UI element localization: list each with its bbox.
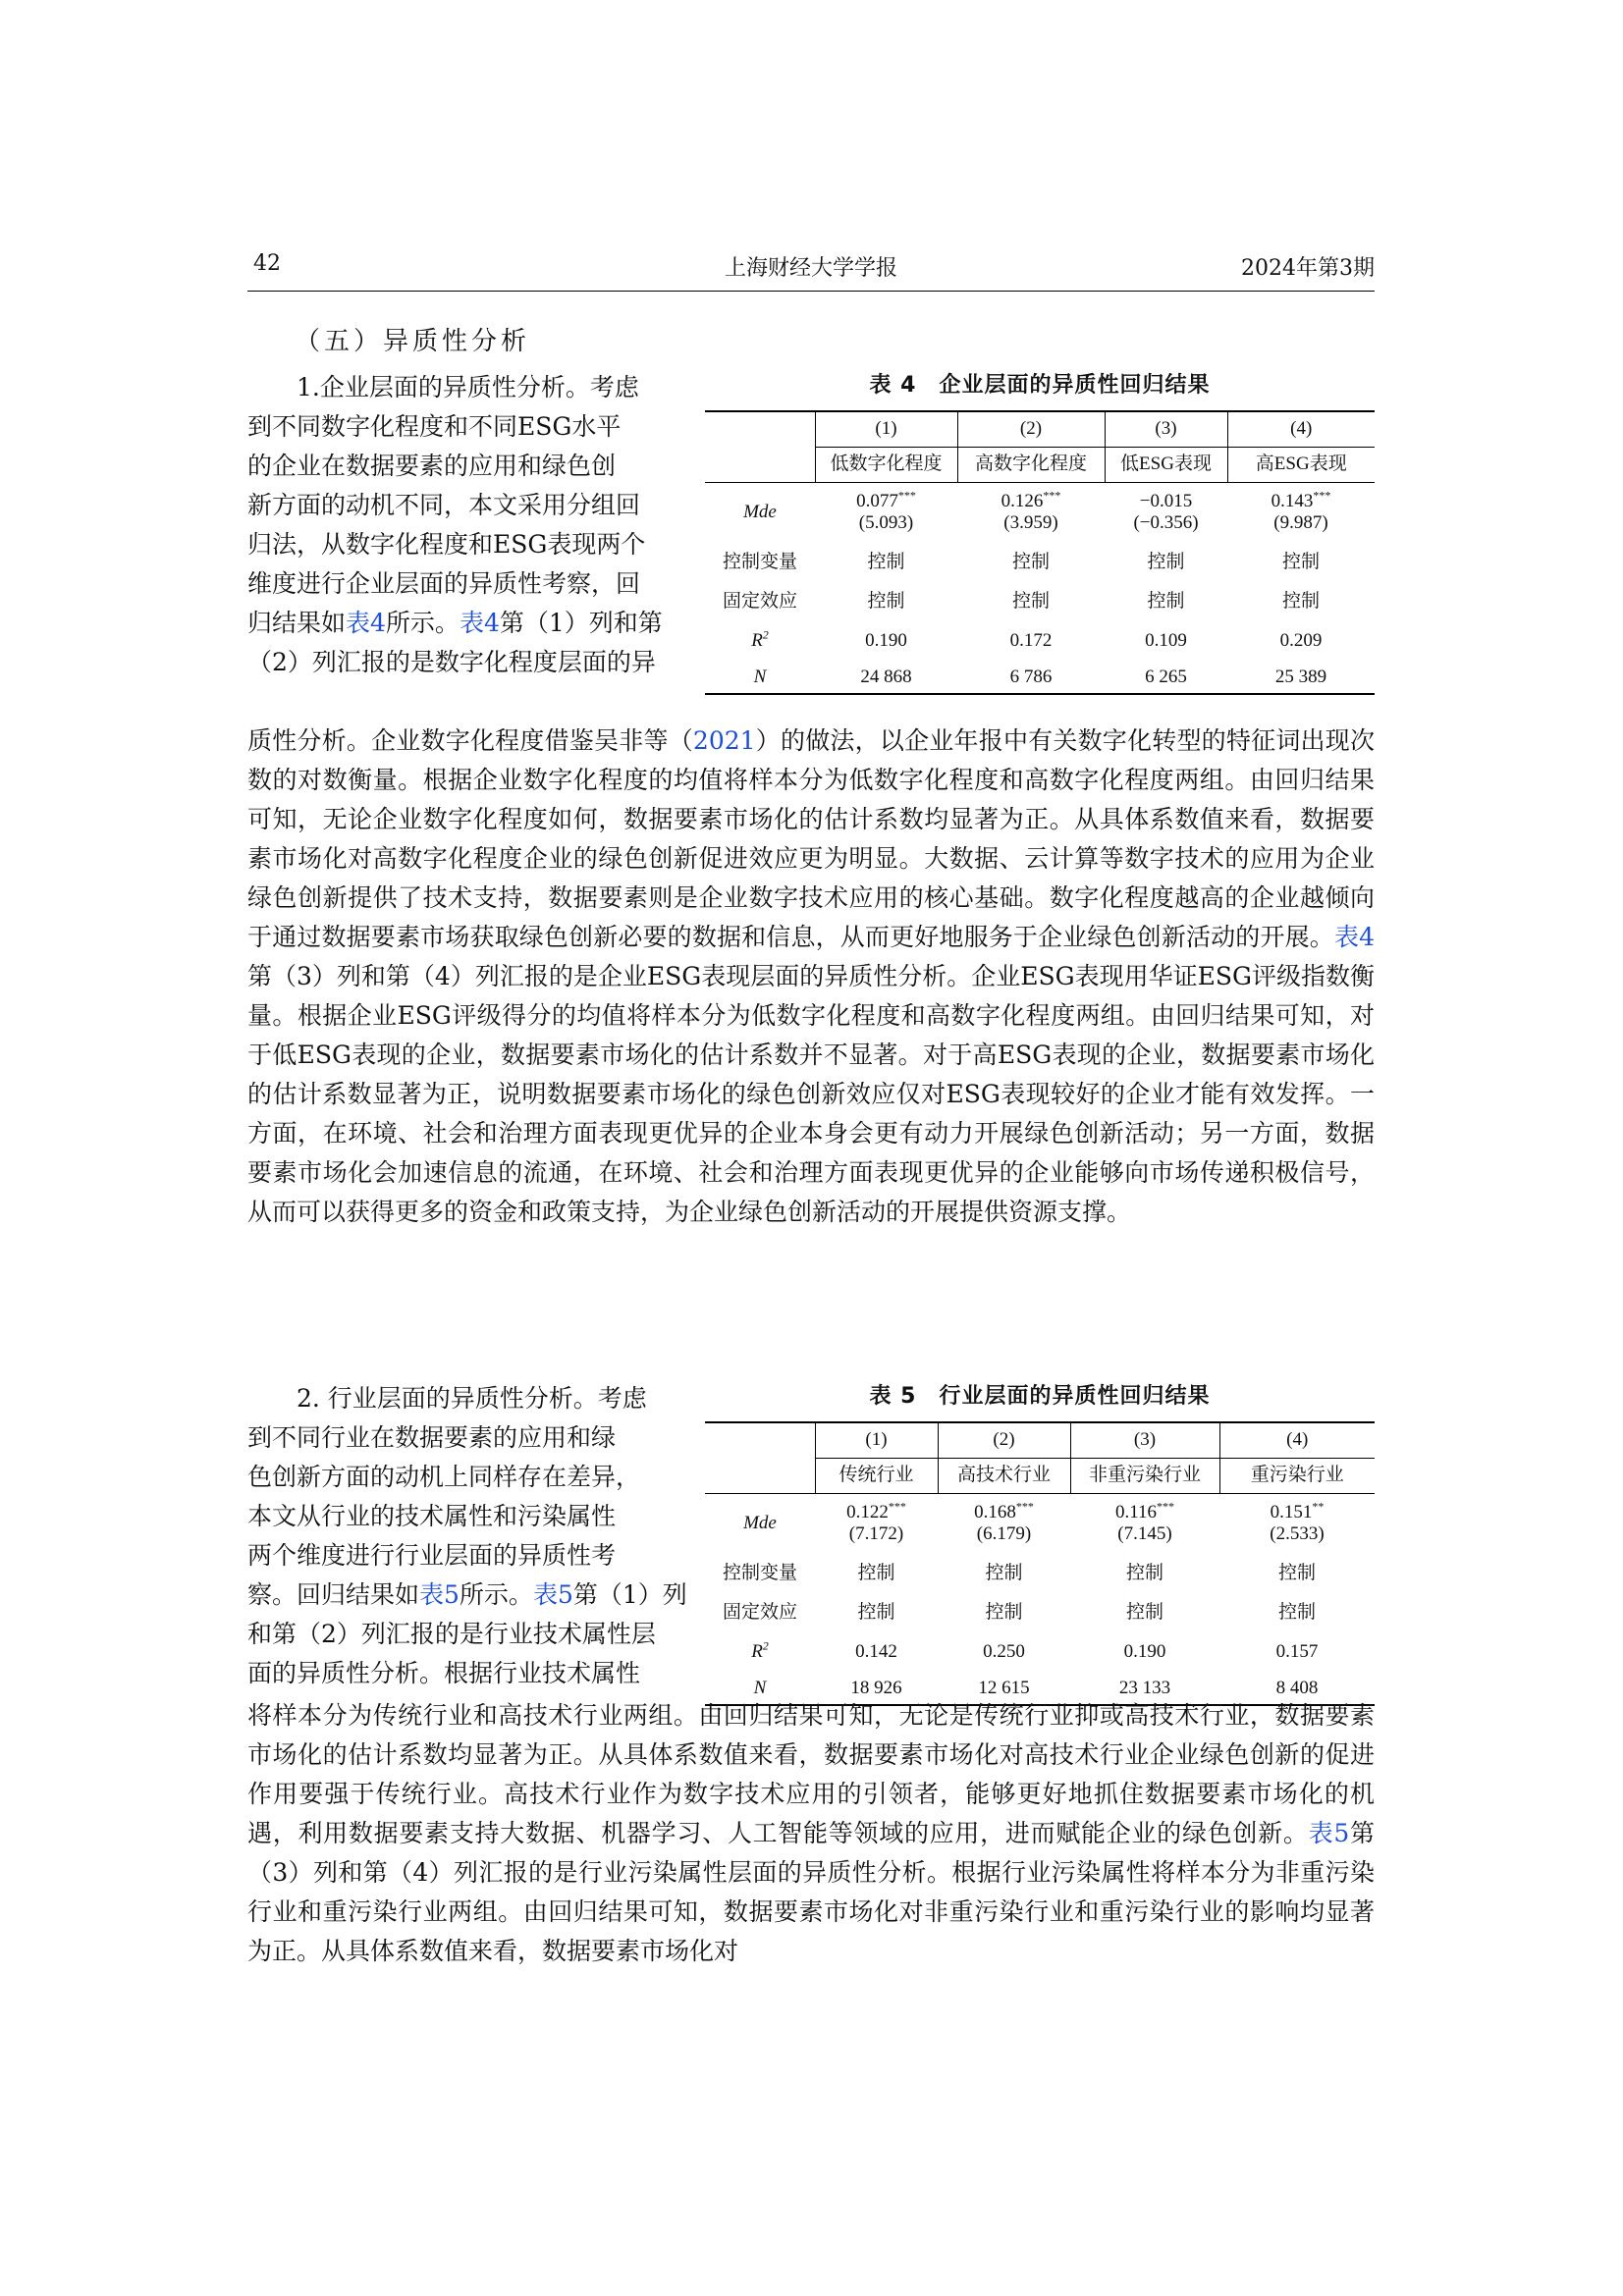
para1-line-7: 归结果如表4所示。表4第（1）列和第 xyxy=(247,609,663,637)
table5-col-num: (1) xyxy=(815,1422,938,1458)
table5-link[interactable]: 表5 xyxy=(1308,1819,1350,1847)
para2-line-5: 两个维度进行行业层面的异质性考 xyxy=(247,1541,617,1570)
section-title: （五）异质性分析 xyxy=(295,327,531,356)
para2-line-4: 本文从行业的技术属性和污染属性 xyxy=(247,1502,617,1530)
table5-row-r2: $R^2$ 0.142 0.250 0.190 0.157 xyxy=(705,1632,1375,1672)
citation-link[interactable]: 2021 xyxy=(692,726,756,755)
row-label: N xyxy=(705,1672,815,1705)
table5-link[interactable]: 表5 xyxy=(419,1580,460,1609)
row-label: N xyxy=(705,661,815,694)
table4-link[interactable]: 表4 xyxy=(346,609,386,637)
table5 xyxy=(705,1421,1375,1706)
para1-line-3: 的企业在数据要素的应用和绿色创 xyxy=(247,452,617,480)
para2-line-2: 到不同行业在数据要素的应用和绿 xyxy=(247,1423,617,1452)
para1-line-2: 到不同数字化程度和不同ESG水平 xyxy=(247,412,622,441)
para1-left-column xyxy=(247,368,691,682)
table4-caption: 表 4 企业层面的异质性回归结果 xyxy=(869,373,1211,398)
table5-caption: 表 5 行业层面的异质性回归结果 xyxy=(869,1384,1211,1409)
journal-title: 上海财经大学学报 xyxy=(724,256,897,281)
para1-line-4: 新方面的动机不同，本文采用分组回 xyxy=(247,491,641,519)
issue-label: 2024年第3期 xyxy=(1241,256,1375,281)
table4-col-header: 低ESG表现 xyxy=(1105,447,1227,482)
para2-line-8: 面的异质性分析。根据行业技术属性 xyxy=(247,1659,641,1687)
table4-col-num: (3) xyxy=(1105,411,1227,447)
table4-col-header: 高ESG表现 xyxy=(1227,447,1375,482)
para1-line-1: 1.企业层面的异质性分析。考虑 xyxy=(297,373,639,401)
para2-line-7: 和第（2）列汇报的是行业技术属性层 xyxy=(247,1620,656,1648)
para2-line-6: 察。回归结果如表5所示。表5第（1）列 xyxy=(247,1580,687,1609)
table5-col-num: (4) xyxy=(1219,1422,1375,1458)
table5-col-header: 高技术行业 xyxy=(938,1458,1070,1493)
table5-row-control: 控制变量 控制 控制 控制 控制 xyxy=(705,1554,1375,1593)
table4-row-r2: $R^2$ 0.190 0.172 0.109 0.209 xyxy=(705,621,1375,661)
table4-col-header: 高数字化程度 xyxy=(957,447,1105,482)
row-label: 固定效应 xyxy=(722,1602,797,1623)
para2-left-column xyxy=(247,1379,691,1693)
para1-body: 质性分析。企业数字化程度借鉴吴非等（2021）的做法，以企业年报中有关数字化转型的特征词出现次数的对数衡量。根据企业数字化程度的均值将样本分为低数字化程度和高数字化程度两组。由回归结果可知，无论企业数字化程度如何，数据要素市场化的估计系数均显著为正。从具体系数值来看，数据要素市场化对高数字化程度企业的绿色创新促进效应更为明显。大数据、云计算等数字技术的应用为企业绿色创新提供了技术支持，数据要素则是企业数字技术应用的核心基础。数字化程度越高的企业越倾向于通过数据要素市场获取绿色创新必要的数据和信息，从而更好地服务于企业绿色创新活动的开展。表4第（3）列和第（4）列汇报的是企业ESG表现层面的异质性分析。企业ESG表现用华证ESG评级指数衡量。根据企业ESG评级得分的均值将样本分为低数字化程度和高数字化程度两组。由回归结果可知，对于低ESG表现的企业，数据要素市场化的估计系数并不显著。对于高ESG表现的企业，数据要素市场化的估计系数显著为正，说明数据要素市场化的绿色创新效应仅对ESG表现较好的企业才能有效发挥。一方面，在环境、社会和治理方面表现更优异的企业本身会更有动力开展绿色创新活动；另一方面，数据要素市场化会加速信息的流通，在环境、社会和治理方面表现更优异的企业能够向市场传递积极信号，从而可以获得更多的资金和政策支持，为企业绿色创新活动的开展提供资源支撑。 xyxy=(247,726,1376,1226)
table5-col-num: (3) xyxy=(1070,1422,1219,1458)
para1-line-6: 维度进行企业层面的异质性考察，回 xyxy=(247,569,641,598)
para2-line-3: 色创新方面的动机上同样存在差异， xyxy=(247,1463,641,1491)
row-label: 控制变量 xyxy=(722,1563,797,1583)
table5-row-mde: Mde 0.122*** (7.172) 0.168*** (6.179) 0.116*** (7.145) 0.151** (2.533) xyxy=(705,1493,1375,1554)
table5-col-header: 重污染行业 xyxy=(1219,1458,1375,1493)
row-label: $R^2$ xyxy=(751,627,769,651)
table5-col-header: 非重污染行业 xyxy=(1070,1458,1219,1493)
para1-line-8: （2）列汇报的是数字化程度层面的异 xyxy=(247,648,656,676)
table4-row-control: 控制变量 控制 控制 控制 控制 xyxy=(705,543,1375,582)
table4 xyxy=(705,410,1375,695)
para1-line-5: 归法，从数字化程度和ESG表现两个 xyxy=(247,530,646,559)
table4-col-num: (2) xyxy=(957,411,1105,447)
table5-col-header: 传统行业 xyxy=(815,1458,938,1493)
row-label: Mde xyxy=(743,1513,777,1534)
table4-col-header: 低数字化程度 xyxy=(815,447,957,482)
table4-col-num: (4) xyxy=(1227,411,1375,447)
table4-col-num: (1) xyxy=(815,411,957,447)
running-header xyxy=(247,245,1375,292)
page-number: 42 xyxy=(253,251,281,276)
table4-row-mde: Mde 0.077*** (5.093) 0.126*** (3.959) −0.015 (−0.356) 0.143*** (9.987) xyxy=(705,482,1375,543)
table4-link[interactable]: 表4 xyxy=(1333,923,1376,951)
row-label: 控制变量 xyxy=(722,552,797,572)
table4-row-n: N 24 868 6 786 6 265 25 389 xyxy=(705,661,1375,694)
table4-row-fixed: 固定效应 控制 控制 控制 控制 xyxy=(705,582,1375,621)
para2-line-1: 2. 行业层面的异质性分析。考虑 xyxy=(297,1384,647,1413)
para2-body: 将样本分为传统行业和高技术行业两组。由回归结果可知，无论是传统行业抑或高技术行业，数据要素市场化的估计系数均显著为正。从具体系数值来看，数据要素市场化对高技术行业企业绿色创新的促进作用要强于传统行业。高技术行业作为数字技术应用的引领者，能够更好地抓住数据要素市场化的机遇，利用数据要素支持大数据、机器学习、人工智能等领域的应用，进而赋能企业的绿色创新。表5第（3）列和第（4）列汇报的是行业污染属性层面的异质性分析。根据行业污染属性将样本分为非重污染行业和重污染行业两组。由回归结果可知，数据要素市场化对非重污染行业和重污染行业的影响均显著为正。从具体系数值来看，数据要素市场化对 xyxy=(247,1701,1375,1965)
table5-row-fixed: 固定效应 控制 控制 控制 控制 xyxy=(705,1593,1375,1632)
row-label: 固定效应 xyxy=(722,591,797,612)
table5-col-num: (2) xyxy=(938,1422,1070,1458)
table5-row-n: N 18 926 12 615 23 133 8 408 xyxy=(705,1672,1375,1705)
table5-link[interactable]: 表5 xyxy=(532,1580,573,1609)
table4-link[interactable]: 表4 xyxy=(459,609,500,637)
row-label: Mde xyxy=(743,502,777,523)
row-label: $R^2$ xyxy=(751,1638,769,1662)
